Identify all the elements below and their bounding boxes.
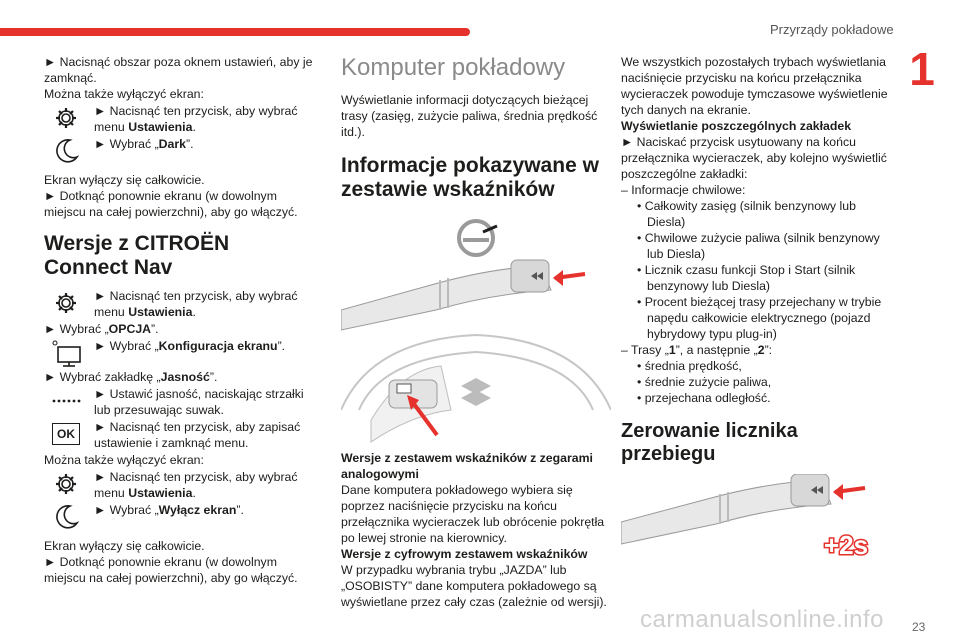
paragraph: ► Dotknąć ponownie ekranu (w dowolnym miejscu na całej powierzchni), aby go włączyć. [44,189,298,219]
wiper-stalk-reset-illustration [621,474,891,564]
step-text-bold: Ustawienia [128,120,193,134]
section-heading: Informacje pokazywane w zestawie wskaźników [341,154,599,201]
chapter-number: 1 [909,43,935,95]
steering-controls-illustration [341,210,611,444]
settings-gear-icon [44,469,88,499]
step-text: ► Wybrać zakładkę „ [44,370,161,384]
step-text: ► Ustawić jasność, naciskając strzałki lub przesuwając suwak. [94,387,304,417]
paragraph: ► Dotknąć ponownie ekranu (w dowolnym miejscu na całej powierzchni), aby go włączyć. [44,555,298,585]
steering-wheel-icon [459,221,497,255]
paragraph: Ekran wyłączy się całkowicie. [44,173,205,187]
list-item: • Licznik czasu funkcji Stop i Start (silnik benzynowy lub Diesla) [637,263,856,293]
list-text-bold: 1 [668,343,676,357]
step-row: ► Nacisnąć ten przycisk, aby wybrać menu Ustawienia. [44,469,314,501]
wiper-stalk-illustration [341,260,585,330]
list-item: • średnie zużycie paliwa, [637,375,772,389]
step-text: ► Wybrać „ [94,503,159,517]
ok-label: OK [52,423,80,445]
step-text: ”. [186,137,194,151]
list-item: • Procent bieżącej trasy przejechany w trybie napędu całkowicie elektrycznego (pojazd hybrydowy typu plug-in) [637,295,882,341]
paragraph: ► Naciskać przycisk usytuowany na końcu przełącznika wycieraczek, aby kolejno wyświetlić poszczególne zakładki: [621,135,887,181]
section-heading: Wersje z CITROËN Connect Nav [44,232,230,279]
bold-subheading: Wersje z zestawem wskaźników z zegarami analogowymi [341,451,593,481]
step-text-bold: Wyłącz ekran [158,503,237,517]
step-text: ► Nacisnąć ten przycisk, aby wybrać menu [94,470,298,500]
list-text: ”, a następnie „ [675,343,758,357]
step-text-bold: OPCJA [108,322,152,336]
paragraph: We wszystkich pozostałych trybach wyświetlania naciśnięcie przycisku na końcu przełącznika wycieraczek powoduje tymczasowe wyświetlenie tych danych na ekranie. [621,55,888,117]
settings-gear-icon [44,288,88,318]
step-text: ► Wybrać „ [94,339,159,353]
paragraph: Można także wyłączyć ekran: [44,453,204,467]
dots-slider-icon [44,386,88,416]
list-text: – Trasy „ [621,343,669,357]
step-text-bold: Jasność [160,370,210,384]
paragraph: Można także wyłączyć ekran: [44,87,204,101]
hold-duration-badge: +2s [824,530,869,560]
column-left [44,54,314,586]
step-text-bold: Dark [158,137,187,151]
list-item: • średnia prędkość, [637,359,742,373]
step-text: ”. [236,503,244,517]
step-row [44,386,314,418]
paragraph: Wyświetlanie informacji dotyczących bieżącej trasy (zasięg, zużycie paliwa, średnia prędkość itd.). [341,93,598,139]
list-text: ”: [764,343,773,357]
step-row [44,338,314,368]
moon-icon [44,502,88,532]
column-right [621,54,891,564]
paragraph: W przypadku wybrania trybu „JAZDA” lub „OSOBISTY” dane komputera pokładowego są wyświetlane przez cały czas (zależnie od wersji). [341,563,607,609]
paragraph: ► Nacisnąć obszar poza oknem ustawień, aby je zamknąć. [44,55,313,85]
step-text: ► Wybrać „ [94,137,159,151]
steering-wheel-left-dial-illustration [341,335,611,442]
chapter-section-title: Komputer pokładowy [341,54,566,81]
paragraph: Dane komputera pokładowego wybiera się poprzez naciśnięcie przycisku na końcu przełącznika wycieraczek lub obrócenie pokrętła po lewej stronie na kierownicy. [341,483,605,545]
bold-subheading: Wersje z cyfrowym zestawem wskaźników [341,547,588,561]
screen-brightness-icon [44,338,88,368]
watermark: carmanualsonline.info [640,606,884,633]
list-item: • Chwilowe zużycie paliwa (silnik benzynowy lub Diesla) [637,231,880,261]
step-text-bold: Ustawienia [128,486,193,500]
column-middle [341,54,611,610]
step-text: ”. [151,322,159,336]
section-heading: Zerowanie licznika przebiegu [621,420,798,465]
step-text-bold: Ustawienia [128,305,193,319]
step-row [44,136,314,166]
step-text: ► Nacisnąć ten przycisk, aby wybrać menu [94,104,298,134]
moon-icon [44,136,88,166]
page-number: 23 [912,620,926,634]
step-row [44,419,314,451]
step-row: ► Nacisnąć ten przycisk, aby wybrać menu Ustawienia. [44,288,314,320]
step-text: ► Nacisnąć ten przycisk, aby zapisać ustawienie i zamknąć menu. [94,420,301,450]
step-row: ► Nacisnąć ten przycisk, aby wybrać menu Ustawienia. [44,103,314,135]
list-item [621,342,891,358]
header-accent-bar [0,28,470,36]
step-text: ”. [209,370,218,384]
settings-gear-icon [44,103,88,133]
bold-subheading: Wyświetlanie poszczególnych zakładek [621,119,852,133]
list-item: • przejechana odległość. [637,391,771,405]
list-text-bold: 2 [757,343,765,357]
step-text: ► Nacisnąć ten przycisk, aby wybrać menu [94,289,298,319]
page-header-title: Przyrządy pokładowe [770,22,894,37]
step-text-bold: Konfiguracja ekranu [158,339,278,353]
paragraph: Ekran wyłączy się całkowicie. [44,539,205,553]
step-text: ► Wybrać „ [44,322,109,336]
list-item: – Informacje chwilowe: [621,183,746,197]
step-row [44,502,314,532]
step-text: ”. [277,339,286,353]
list-item: • Całkowity zasięg (silnik benzynowy lub Diesla) [637,199,856,229]
ok-button-icon [44,419,88,449]
